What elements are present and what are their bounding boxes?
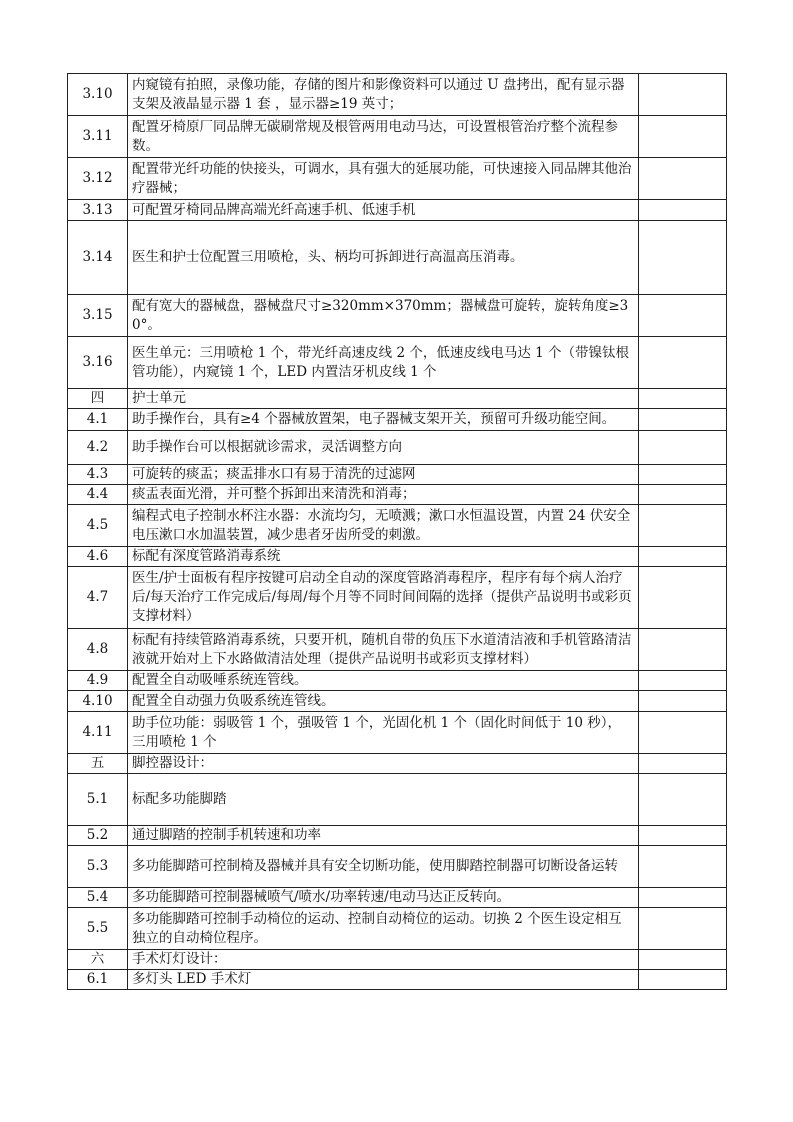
- item-number: 5.1: [68, 774, 128, 826]
- table-row: [68, 691, 727, 712]
- item-description: 手术灯灯设计：: [128, 950, 639, 970]
- item-number: 3.15: [68, 295, 128, 337]
- item-number: 4.7: [68, 567, 128, 629]
- item-remark-cell: [639, 567, 727, 629]
- item-remark-cell: [639, 970, 727, 990]
- table-row: [68, 846, 727, 888]
- item-description: 编程式电子控制水杯注水器：水流均匀，无喷溅；漱口水恒温设置，内置 24 伏安全电压漱口水加温装置，减少患者牙齿所受的刺激。: [128, 505, 639, 547]
- item-number: 4.9: [68, 671, 128, 691]
- item-number: 4.4: [68, 485, 128, 505]
- table-row: [68, 712, 727, 754]
- item-number: 5.4: [68, 888, 128, 908]
- item-description: 多功能脚踏可控制手动椅位的运动、控制自动椅位的运动。切换 2 个医生设定相互独立的自动椅位程序。: [128, 908, 639, 950]
- item-number: 4.1: [68, 409, 128, 431]
- item-remark-cell: [639, 908, 727, 950]
- table-row: [68, 629, 727, 671]
- item-remark-cell: [639, 754, 727, 774]
- item-remark-cell: [639, 547, 727, 567]
- item-description: 内窥镜有拍照，录像功能，存储的图片和影像资料可以通过 U 盘拷出，配有显示器支架及液晶显示器 1 套 ，显示器≥19 英寸；: [128, 74, 639, 116]
- item-description: 通过脚踏的控制手机转速和功率: [128, 826, 639, 846]
- item-remark-cell: [639, 158, 727, 200]
- item-number: 4.5: [68, 505, 128, 547]
- item-remark-cell: [639, 116, 727, 158]
- item-number: 6.1: [68, 970, 128, 990]
- item-number: 六: [68, 950, 128, 970]
- item-remark-cell: [639, 629, 727, 671]
- item-remark-cell: [639, 888, 727, 908]
- item-remark-cell: [639, 691, 727, 712]
- item-description: 标配有持续管路消毒系统，只要开机，随机自带的负压下水道清洁液和手机管路清洁液就开始对上下水路做清洁处理（提供产品说明书或彩页支撑材料）: [128, 629, 639, 671]
- table-row: [68, 671, 727, 691]
- table-row: [68, 888, 727, 908]
- item-number: 4.6: [68, 547, 128, 567]
- item-number: 4.3: [68, 465, 128, 485]
- item-remark-cell: [639, 465, 727, 485]
- item-number: 五: [68, 754, 128, 774]
- table-row: [68, 337, 727, 389]
- item-description: 护士单元: [128, 389, 639, 409]
- table-row: [68, 567, 727, 629]
- item-number: 3.11: [68, 116, 128, 158]
- table-row: [68, 409, 727, 431]
- table-row: [68, 116, 727, 158]
- item-remark-cell: [639, 337, 727, 389]
- item-remark-cell: [639, 74, 727, 116]
- item-description: 配置牙椅原厂同品牌无碳刷常规及根管两用电动马达，可设置根管治疗整个流程参数。: [128, 116, 639, 158]
- item-description: 多灯头 LED 手术灯: [128, 970, 639, 990]
- item-number: 4.2: [68, 431, 128, 465]
- item-remark-cell: [639, 295, 727, 337]
- item-remark-cell: [639, 389, 727, 409]
- table-row: [68, 754, 727, 774]
- item-description: 脚控器设计：: [128, 754, 639, 774]
- item-description: 助手操作台，具有≥4 个器械放置架，电子器械支架开关，预留可升级功能空间。: [128, 409, 639, 431]
- item-description: 配置带光纤功能的快接头，可调水，具有强大的延展功能，可快速接入同品牌其他治疗器械；: [128, 158, 639, 200]
- item-number: 3.14: [68, 221, 128, 295]
- table-row: [68, 908, 727, 950]
- table-row: [68, 200, 727, 221]
- table-row: [68, 826, 727, 846]
- item-remark-cell: [639, 671, 727, 691]
- item-remark-cell: [639, 950, 727, 970]
- table-row: [68, 389, 727, 409]
- item-remark-cell: [639, 431, 727, 465]
- item-number: 5.3: [68, 846, 128, 888]
- spec-table-body: [68, 74, 727, 990]
- item-remark-cell: [639, 774, 727, 826]
- table-row: [68, 221, 727, 295]
- item-description: 多功能脚踏可控制椅及器械并具有安全切断功能，使用脚踏控制器可切断设备运转: [128, 846, 639, 888]
- item-description: 医生单元：三用喷枪 1 个，带光纤高速皮线 2 个，低速皮线电马达 1 个（带镍钛根管功能），内窥镜 1 个，LED 内置洁牙机皮线 1 个: [128, 337, 639, 389]
- item-description: 可旋转的痰盂；痰盂排水口有易于清洗的过滤网: [128, 465, 639, 485]
- item-description: 助手位功能：弱吸管 1 个，强吸管 1 个，光固化机 1 个（固化时间低于 10 秒），三用喷枪 1 个: [128, 712, 639, 754]
- item-number: 5.2: [68, 826, 128, 846]
- item-description: 助手操作台可以根据就诊需求，灵活调整方向: [128, 431, 639, 465]
- item-number: 3.10: [68, 74, 128, 116]
- item-description: 可配置牙椅同品牌高端光纤高速手机、低速手机: [128, 200, 639, 221]
- item-remark-cell: [639, 712, 727, 754]
- item-remark-cell: [639, 826, 727, 846]
- table-row: [68, 485, 727, 505]
- table-row: [68, 295, 727, 337]
- item-number: 3.12: [68, 158, 128, 200]
- item-description: 痰盂表面光滑，并可整个拆卸出来清洗和消毒；: [128, 485, 639, 505]
- item-number: 5.5: [68, 908, 128, 950]
- item-description: 配有宽大的器械盘，器械盘尺寸≥320mm×370mm；器械盘可旋转，旋转角度≥30°。: [128, 295, 639, 337]
- table-row: [68, 505, 727, 547]
- item-remark-cell: [639, 200, 727, 221]
- table-row: [68, 547, 727, 567]
- item-description: 医生和护士位配置三用喷枪，头、柄均可拆卸进行高温高压消毒。: [128, 221, 639, 295]
- item-number: 四: [68, 389, 128, 409]
- item-number: 4.8: [68, 629, 128, 671]
- item-remark-cell: [639, 485, 727, 505]
- item-description: 标配多功能脚踏: [128, 774, 639, 826]
- item-description: 标配有深度管路消毒系统: [128, 547, 639, 567]
- item-remark-cell: [639, 409, 727, 431]
- item-number: 3.13: [68, 200, 128, 221]
- table-row: [68, 431, 727, 465]
- table-row: [68, 465, 727, 485]
- table-row: [68, 74, 727, 116]
- table-row: [68, 774, 727, 826]
- item-number: 4.10: [68, 691, 128, 712]
- table-row: [68, 950, 727, 970]
- table-row: [68, 158, 727, 200]
- item-number: 4.11: [68, 712, 128, 754]
- item-number: 3.16: [68, 337, 128, 389]
- table-row: [68, 970, 727, 990]
- item-description: 医生/护士面板有程序按键可启动全自动的深度管路消毒程序，程序有每个病人治疗后/每天治疗工作完成后/每周/每个月等不同时间间隔的选择（提供产品说明书或彩页支撑材料）: [128, 567, 639, 629]
- item-description: 配置全自动强力负吸系统连管线。: [128, 691, 639, 712]
- item-remark-cell: [639, 221, 727, 295]
- spec-table: [67, 73, 727, 990]
- item-remark-cell: [639, 505, 727, 547]
- item-remark-cell: [639, 846, 727, 888]
- item-description: 配置全自动吸唾系统连管线。: [128, 671, 639, 691]
- item-description: 多功能脚踏可控制器械喷气/喷水/功率转速/电动马达正反转向。: [128, 888, 639, 908]
